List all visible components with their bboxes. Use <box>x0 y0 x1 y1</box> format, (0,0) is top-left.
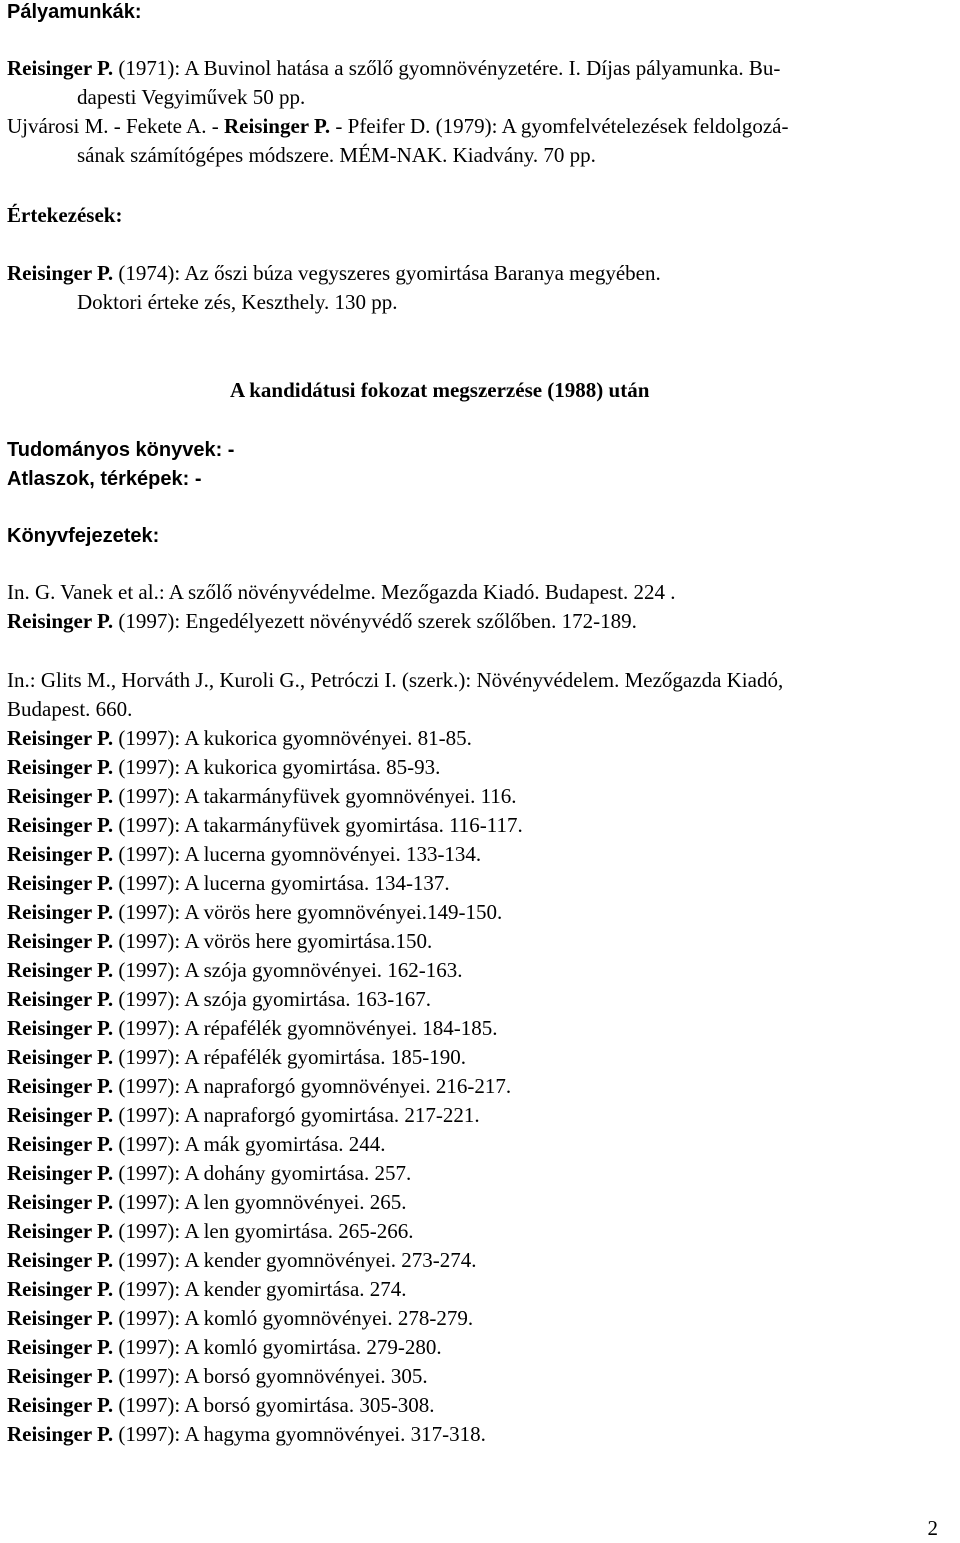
reference-continuation: dapesti Vegyiművek 50 pp. <box>77 85 306 109</box>
prize-work-entry <box>7 54 938 112</box>
author-name: Reisinger P. <box>7 813 114 837</box>
reference-text: - Pfeifer D. (1979): A gyomfelvételezések feldolgozá- <box>330 114 789 138</box>
reference-line <box>7 112 938 141</box>
author-name: Reisinger P. <box>7 755 114 779</box>
author-name: Reisinger P. <box>7 1045 114 1069</box>
chapter-group-novenyvedelem <box>7 666 938 1449</box>
section-heading-scientific-books: Tudományos könyvek: - <box>7 439 235 461</box>
chapter-entry <box>7 1217 938 1246</box>
section-heading-ertekezesek: Értekezések: <box>7 203 123 227</box>
author-name: Reisinger P. <box>7 261 114 285</box>
chapter-text: (1997): A kender gyomirtása. 274. <box>113 1277 407 1301</box>
section-heading-atlases: Atlaszok, térképek: - <box>7 468 202 490</box>
chapter-entry <box>7 1420 938 1449</box>
chapter-entry <box>7 1304 938 1333</box>
source-book-line: Budapest. 660. <box>7 697 133 721</box>
author-name: Reisinger P. <box>7 1016 114 1040</box>
chapter-entry <box>7 1043 938 1072</box>
section-heading-palyamunkak: Pályamunkák: <box>7 1 142 23</box>
author-name: Reisinger P. <box>7 900 114 924</box>
author-name: Reisinger P. <box>7 1306 114 1330</box>
chapter-entry-list <box>7 724 938 1449</box>
chapter-entry <box>7 1246 938 1275</box>
chapter-text: (1997): A takarmányfüvek gyomirtása. 116-117. <box>113 813 523 837</box>
chapter-entry <box>7 1275 938 1304</box>
chapter-text: (1997): A kukorica gyomirtása. 85-93. <box>113 755 441 779</box>
author-name: Reisinger P. <box>7 842 114 866</box>
author-name: Reisinger P. <box>7 987 114 1011</box>
chapter-entry <box>7 753 938 782</box>
chapter-text: (1997): A borsó gyomirtása. 305-308. <box>113 1393 435 1417</box>
chapter-text: (1997): A szója gyomnövényei. 162-163. <box>113 958 463 982</box>
chapter-entry <box>7 927 938 956</box>
author-name: Reisinger P. <box>7 1219 114 1243</box>
author-name: Reisinger P. <box>223 114 331 138</box>
coauthors: Ujvárosi M. - Fekete A. - <box>7 114 224 138</box>
chapter-entry <box>7 1391 938 1420</box>
author-name: Reisinger P. <box>7 1393 114 1417</box>
chapter-text: (1997): A len gyomnövényei. 265. <box>113 1190 407 1214</box>
section-heading-after-candidate: A kandidátusi fokozat megszerzése (1988) után <box>230 378 650 402</box>
chapter-entry <box>7 607 938 636</box>
source-book-line: In.: Glits M., Horváth J., Kuroli G., Petróczi I. (szerk.): Növényvédelem. Mezőgazda Kiadó, <box>7 668 784 692</box>
author-name: Reisinger P. <box>7 726 114 750</box>
chapter-text: (1997): A répafélék gyomnövényei. 184-185. <box>113 1016 498 1040</box>
author-name: Reisinger P. <box>7 871 114 895</box>
chapter-text: (1997): A napraforgó gyomirtása. 217-221. <box>113 1103 480 1127</box>
prize-work-entry <box>7 112 938 170</box>
chapter-entry <box>7 1362 938 1391</box>
author-name: Reisinger P. <box>7 958 114 982</box>
chapter-entry <box>7 1101 938 1130</box>
chapter-entry <box>7 898 938 927</box>
chapter-text: (1997): A kukorica gyomnövényei. 81-85. <box>113 726 472 750</box>
author-name: Reisinger P. <box>7 1335 114 1359</box>
reference-continuation: Doktori érteke zés, Keszthely. 130 pp. <box>77 290 398 314</box>
author-name: Reisinger P. <box>7 1132 114 1156</box>
reference-continuation: sának számítógépes módszere. MÉM-NAK. Kiadvány. 70 pp. <box>77 143 596 167</box>
author-name: Reisinger P. <box>7 1248 114 1272</box>
chapter-text: (1997): A komló gyomnövényei. 278-279. <box>113 1306 474 1330</box>
author-name: Reisinger P. <box>7 929 114 953</box>
chapter-text: (1997): A takarmányfüvek gyomnövényei. 116. <box>113 784 517 808</box>
chapter-entry <box>7 782 938 811</box>
chapter-group-szolo <box>7 578 938 636</box>
author-name: Reisinger P. <box>7 1364 114 1388</box>
chapter-entry <box>7 985 938 1014</box>
chapter-text: (1997): A vörös here gyomirtása.150. <box>113 929 433 953</box>
chapter-text: (1997): A hagyma gyomnövényei. 317-318. <box>113 1422 486 1446</box>
chapter-entry <box>7 840 938 869</box>
dissertation-entry <box>7 259 938 317</box>
chapter-text: (1997): Engedélyezett növényvédő szerek szőlőben. 172-189. <box>113 609 637 633</box>
chapter-text: (1997): A szója gyomirtása. 163-167. <box>113 987 432 1011</box>
chapter-entry <box>7 1188 938 1217</box>
reference-text: (1974): Az őszi búza vegyszeres gyomirtása Baranya megyében. <box>113 261 661 285</box>
reference-text: (1971): A Buvinol hatása a szőlő gyomnövényzetére. I. Díjas pályamunka. Bu- <box>113 56 781 80</box>
chapter-text: (1997): A dohány gyomirtása. 257. <box>113 1161 412 1185</box>
author-name: Reisinger P. <box>7 1103 114 1127</box>
chapter-entry <box>7 869 938 898</box>
chapter-entry <box>7 1014 938 1043</box>
chapter-entry <box>7 1159 938 1188</box>
author-name: Reisinger P. <box>7 1277 114 1301</box>
author-name: Reisinger P. <box>7 1422 114 1446</box>
chapter-entry <box>7 1333 938 1362</box>
author-name: Reisinger P. <box>7 1190 114 1214</box>
chapter-entry <box>7 1130 938 1159</box>
chapter-entry <box>7 811 938 840</box>
chapter-text: (1997): A lucerna gyomirtása. 134-137. <box>113 871 450 895</box>
chapter-entry <box>7 1072 938 1101</box>
author-name: Reisinger P. <box>7 609 114 633</box>
author-name: Reisinger P. <box>7 1161 114 1185</box>
author-name: Reisinger P. <box>7 784 114 808</box>
chapter-text: (1997): A lucerna gyomnövényei. 133-134. <box>113 842 482 866</box>
chapter-text: (1997): A vörös here gyomnövényei.149-150. <box>113 900 503 924</box>
chapter-entry <box>7 724 938 753</box>
chapter-text: (1997): A mák gyomirtása. 244. <box>113 1132 386 1156</box>
chapter-text: (1997): A len gyomirtása. 265-266. <box>113 1219 414 1243</box>
author-name: Reisinger P. <box>7 56 114 80</box>
author-name: Reisinger P. <box>7 1074 114 1098</box>
reference-line <box>7 259 938 288</box>
chapter-text: (1997): A napraforgó gyomnövényei. 216-217. <box>113 1074 512 1098</box>
chapter-text: (1997): A borsó gyomnövényei. 305. <box>113 1364 428 1388</box>
chapter-entry <box>7 956 938 985</box>
chapter-text: (1997): A répafélék gyomirtása. 185-190. <box>113 1045 466 1069</box>
reference-line <box>7 54 938 83</box>
chapter-text: (1997): A komló gyomirtása. 279-280. <box>113 1335 442 1359</box>
chapter-text: (1997): A kender gyomnövényei. 273-274. <box>113 1248 477 1272</box>
page-number: 2 <box>927 1516 938 1540</box>
source-book-line: In. G. Vanek et al.: A szőlő növényvédelme. Mezőgazda Kiadó. Budapest. 224 . <box>7 580 676 604</box>
section-heading-book-chapters: Könyvfejezetek: <box>7 525 160 547</box>
